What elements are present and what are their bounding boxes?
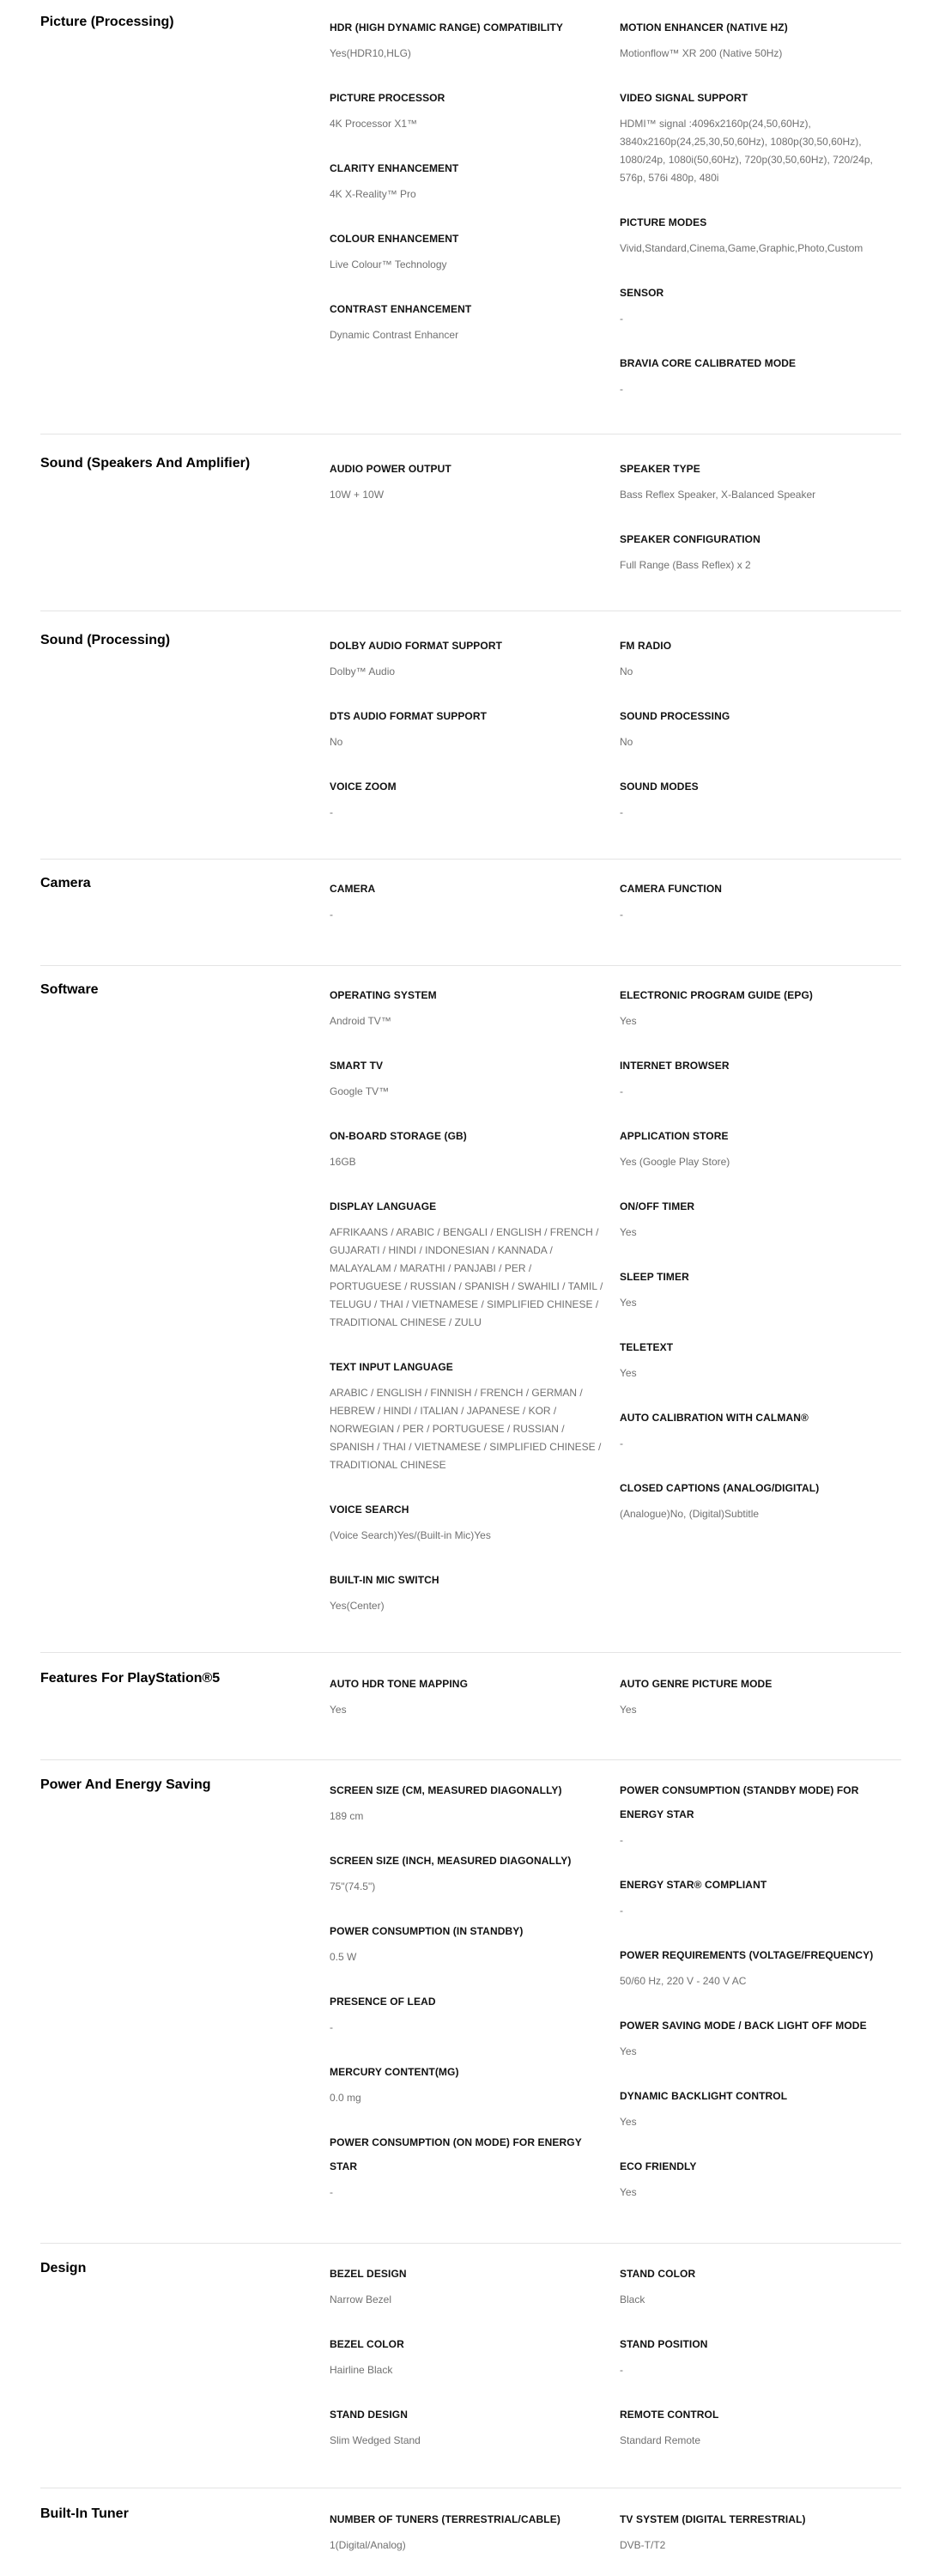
spec-value: Yes (620, 1297, 637, 1309)
spec-label: COLOUR ENHANCEMENT (330, 233, 459, 245)
spec-column-2 (620, 875, 894, 945)
spec-value: - (620, 1905, 623, 1917)
spec-column-2 (620, 632, 894, 843)
spec-label: AUTO GENRE PICTURE MODE (620, 1678, 772, 1690)
spec-label: DYNAMIC BACKLIGHT CONTROL (620, 2090, 788, 2102)
spec-value: No (620, 665, 633, 677)
spec-label: FM RADIO (620, 640, 672, 652)
spec-label: VOICE SEARCH (330, 1504, 409, 1516)
spec-label: POWER SAVING MODE / BACK LIGHT OFF MODE (620, 2020, 867, 2032)
spec-column-2 (620, 1670, 894, 1741)
spec-item (330, 295, 604, 344)
spec-item (330, 981, 604, 1030)
spec-label: SCREEN SIZE (CM, MEASURED DIAGONALLY) (330, 1784, 562, 1796)
spec-label: DTS AUDIO FORMAT SUPPORT (330, 710, 488, 722)
spec-item (620, 2330, 894, 2379)
spec-value: Slim Wedged Stand (330, 2434, 421, 2446)
spec-label: POWER REQUIREMENTS (VOLTAGE/FREQUENCY) (620, 1949, 874, 1961)
spec-label: VOICE ZOOM (330, 781, 397, 793)
spec-item (620, 14, 894, 63)
spec-value: - (620, 313, 623, 325)
spec-item (330, 1122, 604, 1171)
section-title: Built-In Tuner (40, 2506, 129, 2521)
spec-label: CAMERA (330, 883, 376, 895)
spec-value: ARABIC / ENGLISH / FINNISH / FRENCH / GERMAN / HEBREW / HINDI / ITALIAN / JAPANESE / KOR / NORWEGIAN / PER / PORTUGUESE / RUSSIAN / SPANISH / THAI / VIETNAMESE / SIMPLIFIED CHINESE / TRADITIONAL CHINESE (330, 1387, 602, 1471)
spec-value: - (620, 2364, 623, 2376)
spec-label: POWER CONSUMPTION (STANDBY MODE) FOR ENERGY STAR (620, 1784, 859, 1820)
spec-label: PICTURE PROCESSOR (330, 92, 445, 104)
spec-label: NUMBER OF TUNERS (TERRESTRIAL/CABLE) (330, 2513, 560, 2525)
spec-value: 0.5 W (330, 1951, 357, 1963)
spec-item (330, 2129, 604, 2202)
spec-item (620, 1052, 894, 1101)
spec-item (620, 1193, 894, 1242)
spec-value: DVB-T/T2 (620, 2539, 666, 2551)
spec-value: Dynamic Contrast Enhancer (330, 329, 459, 341)
spec-item (620, 1777, 894, 1850)
spec-item (330, 1777, 604, 1826)
spec-item (330, 225, 604, 274)
spec-value: - (330, 806, 333, 818)
spec-label: INTERNET BROWSER (620, 1060, 730, 1072)
spec-column-1 (330, 632, 604, 843)
spec-item (620, 1263, 894, 1312)
spec-item (330, 1496, 604, 1545)
spec-item (620, 632, 894, 681)
spec-value: Yes (Google Play Store) (620, 1156, 730, 1168)
spec-value: 16GB (330, 1156, 356, 1168)
spec-item (620, 2401, 894, 2450)
spec-label: AUTO HDR TONE MAPPING (330, 1678, 469, 1690)
spec-value: (Voice Search)Yes/(Built-in Mic)Yes (330, 1529, 491, 1541)
spec-value: - (620, 383, 623, 395)
spec-item (330, 2260, 604, 2309)
spec-item (330, 1988, 604, 2037)
spec-label: TEXT INPUT LANGUAGE (330, 1361, 453, 1373)
spec-label: VIDEO SIGNAL SUPPORT (620, 92, 748, 104)
spec-value: Yes (330, 1704, 347, 1716)
spec-value: 0.0 mg (330, 2092, 361, 2104)
spec-label: STAND COLOR (620, 2268, 696, 2280)
spec-item (620, 455, 894, 504)
spec-item (330, 773, 604, 822)
spec-label: POWER CONSUMPTION (ON MODE) FOR ENERGY STAR (330, 2136, 582, 2172)
spec-column-1 (330, 1670, 604, 1741)
spec-item (620, 279, 894, 328)
spec-label: OPERATING SYSTEM (330, 989, 437, 1001)
spec-column-2 (620, 1777, 894, 2223)
section-title: Picture (Processing) (40, 15, 174, 29)
section-divider (40, 965, 901, 966)
spec-item (330, 14, 604, 63)
spec-value: (Analogue)No, (Digital)Subtitle (620, 1508, 760, 1520)
spec-column-1 (330, 2260, 604, 2471)
spec-label: SCREEN SIZE (INCH, MEASURED DIAGONALLY) (330, 1855, 572, 1867)
spec-label: BEZEL DESIGN (330, 2268, 407, 2280)
spec-value: HDMI™ signal :4096x2160p(24,50,60Hz), 3840x2160p(24,25,30,50,60Hz), 1080p(30,50,60Hz), 1080/24p, 1080i(50,60Hz), 720p(30,50,60Hz), 720/24p, 576p, 576i 480p, 480i (620, 118, 873, 184)
spec-column-2 (620, 455, 894, 596)
spec-item (620, 209, 894, 258)
spec-label: MERCURY CONTENT(MG) (330, 2066, 459, 2078)
spec-value: Narrow Bezel (330, 2293, 392, 2306)
spec-item (330, 1917, 604, 1966)
spec-value: Vivid,Standard,Cinema,Game,Graphic,Photo,Custom (620, 242, 863, 254)
spec-label: DISPLAY LANGUAGE (330, 1200, 437, 1212)
spec-value: Yes (620, 1015, 637, 1027)
spec-item (330, 2506, 604, 2555)
section-divider (40, 859, 901, 860)
spec-value: 4K X-Reality™ Pro (330, 188, 416, 200)
spec-item (620, 875, 894, 924)
spec-label: SPEAKER CONFIGURATION (620, 533, 760, 545)
spec-value: 189 cm (330, 1810, 364, 1822)
spec-value: 50/60 Hz, 220 V - 240 V AC (620, 1975, 747, 1987)
section-title: Sound (Processing) (40, 633, 171, 647)
spec-item (620, 1122, 894, 1171)
section-title: Software (40, 982, 99, 997)
spec-item (620, 2260, 894, 2309)
spec-value: Bass Reflex Speaker, X-Balanced Speaker (620, 489, 816, 501)
spec-label: ELECTRONIC PROGRAM GUIDE (EPG) (620, 989, 814, 1001)
spec-item (330, 155, 604, 204)
section-divider (40, 2243, 901, 2244)
spec-item (330, 2058, 604, 2107)
spec-label: REMOTE CONTROL (620, 2409, 719, 2421)
spec-label: BEZEL COLOR (330, 2338, 404, 2350)
spec-label: SLEEP TIMER (620, 1271, 689, 1283)
spec-item (330, 1193, 604, 1332)
spec-label: TV SYSTEM (DIGITAL TERRESTRIAL) (620, 2513, 806, 2525)
spec-label: CLOSED CAPTIONS (ANALOG/DIGITAL) (620, 1482, 820, 1494)
spec-label: TELETEXT (620, 1341, 674, 1353)
spec-item (330, 702, 604, 751)
spec-value: Black (620, 2293, 645, 2306)
spec-item (620, 702, 894, 751)
spec-item (620, 981, 894, 1030)
spec-value: 75"(74.5") (330, 1880, 376, 1893)
spec-value: Full Range (Bass Reflex) x 2 (620, 559, 751, 571)
spec-label: ENERGY STAR® COMPLIANT (620, 1879, 767, 1891)
spec-value: 4K Processor X1™ (330, 118, 418, 130)
spec-column-1 (330, 1777, 604, 2223)
spec-label: CLARITY ENHANCEMENT (330, 162, 459, 174)
spec-label: CONTRAST ENHANCEMENT (330, 303, 472, 315)
spec-label: ON-BOARD STORAGE (GB) (330, 1130, 467, 1142)
spec-value: - (620, 1437, 623, 1449)
spec-value: Live Colour™ Technology (330, 258, 447, 270)
spec-label: AUTO CALIBRATION WITH CALMAN® (620, 1412, 809, 1424)
section-title: Features For PlayStation®5 (40, 1671, 221, 1686)
spec-value: AFRIKAANS / ARABIC / BENGALI / ENGLISH / FRENCH / GUJARATI / HINDI / INDONESIAN / KANNADA / MALAYALAM / MARATHI / PANJABI / PER / PORTUGUESE / RUSSIAN / SPANISH / SWAHILI / TAMIL / TELUGU / THAI / VIETNAMESE / SIMPLIFIED CHINESE / TRADITIONAL CHINESE / ZULU (330, 1226, 603, 1328)
spec-label: DOLBY AUDIO FORMAT SUPPORT (330, 640, 503, 652)
spec-label: SMART TV (330, 1060, 384, 1072)
spec-value: - (330, 2021, 333, 2033)
spec-item (620, 2012, 894, 2061)
spec-label: POWER CONSUMPTION (IN STANDBY) (330, 1925, 524, 1937)
spec-value: 1(Digital/Analog) (330, 2539, 406, 2551)
section-title: Camera (40, 876, 91, 890)
spec-value: Yes (620, 2116, 637, 2128)
spec-column-2 (620, 2260, 894, 2471)
spec-item (330, 1052, 604, 1101)
spec-value: Yes (620, 1704, 637, 1716)
spec-value: Hairline Black (330, 2364, 393, 2376)
spec-item (330, 455, 604, 504)
spec-column-1 (330, 981, 604, 1637)
spec-item (330, 1670, 604, 1719)
spec-item (330, 632, 604, 681)
spec-item (330, 1566, 604, 1615)
spec-item (330, 84, 604, 133)
spec-column-2 (620, 981, 894, 1545)
spec-value: No (330, 736, 343, 748)
spec-value: Google TV™ (330, 1085, 390, 1097)
spec-value: - (620, 806, 623, 818)
spec-item (620, 349, 894, 398)
spec-value: Android TV™ (330, 1015, 391, 1027)
spec-value: - (330, 2186, 333, 2198)
spec-item (620, 1670, 894, 1719)
spec-label: HDR (HIGH DYNAMIC RANGE) COMPATIBILITY (330, 21, 564, 33)
spec-item (620, 2153, 894, 2202)
spec-label: PICTURE MODES (620, 216, 707, 228)
spec-column-1 (330, 455, 604, 526)
spec-label: SPEAKER TYPE (620, 463, 700, 475)
spec-label: MOTION ENHANCER (NATIVE HZ) (620, 21, 788, 33)
spec-item (620, 2082, 894, 2131)
spec-value: Yes (620, 2186, 637, 2198)
spec-item (620, 84, 894, 187)
spec-value: - (330, 908, 333, 920)
spec-item (620, 526, 894, 574)
spec-column-1 (330, 875, 604, 945)
spec-column-2 (620, 14, 894, 420)
spec-label: ON/OFF TIMER (620, 1200, 695, 1212)
spec-item (620, 1474, 894, 1523)
section-title: Design (40, 2261, 87, 2275)
spec-item (330, 1353, 604, 1474)
spec-item (620, 1941, 894, 1990)
spec-label: SOUND MODES (620, 781, 699, 793)
spec-label: ECO FRIENDLY (620, 2160, 697, 2172)
section-title: Sound (Speakers And Amplifier) (40, 456, 251, 471)
section-title: Power And Energy Saving (40, 1777, 211, 1792)
spec-value: Motionflow™ XR 200 (Native 50Hz) (620, 47, 783, 59)
spec-item (620, 773, 894, 822)
spec-value: Yes(HDR10,HLG) (330, 47, 411, 59)
spec-label: STAND DESIGN (330, 2409, 408, 2421)
spec-label: PRESENCE OF LEAD (330, 1996, 436, 2008)
spec-label: SENSOR (620, 287, 664, 299)
spec-item (330, 875, 604, 924)
spec-value: Standard Remote (620, 2434, 701, 2446)
spec-label: AUDIO POWER OUTPUT (330, 463, 451, 475)
spec-column-1 (330, 14, 604, 366)
spec-item (620, 1334, 894, 1382)
section-divider (40, 1759, 901, 1760)
spec-item (620, 1871, 894, 1920)
spec-label: BUILT-IN MIC SWITCH (330, 1574, 439, 1586)
spec-value: - (620, 1085, 623, 1097)
spec-item (620, 1404, 894, 1453)
spec-value: No (620, 736, 633, 748)
spec-value: Yes (620, 1367, 637, 1379)
spec-column-1 (330, 2506, 604, 2576)
spec-value: Yes(Center) (330, 1600, 385, 1612)
spec-label: APPLICATION STORE (620, 1130, 729, 1142)
spec-value: Yes (620, 2045, 637, 2057)
spec-item (330, 2401, 604, 2450)
spec-value: 10W + 10W (330, 489, 385, 501)
spec-value: - (620, 908, 623, 920)
spec-value: Yes (620, 1226, 637, 1238)
spec-column-2 (620, 2506, 894, 2576)
spec-label: BRAVIA CORE CALIBRATED MODE (620, 357, 797, 369)
section-divider (40, 1652, 901, 1653)
spec-label: STAND POSITION (620, 2338, 708, 2350)
spec-label: CAMERA FUNCTION (620, 883, 723, 895)
spec-item (330, 1847, 604, 1896)
spec-item (330, 2330, 604, 2379)
spec-value: - (620, 1834, 623, 1846)
spec-value: Dolby™ Audio (330, 665, 396, 677)
spec-item (620, 2506, 894, 2555)
spec-label: SOUND PROCESSING (620, 710, 730, 722)
